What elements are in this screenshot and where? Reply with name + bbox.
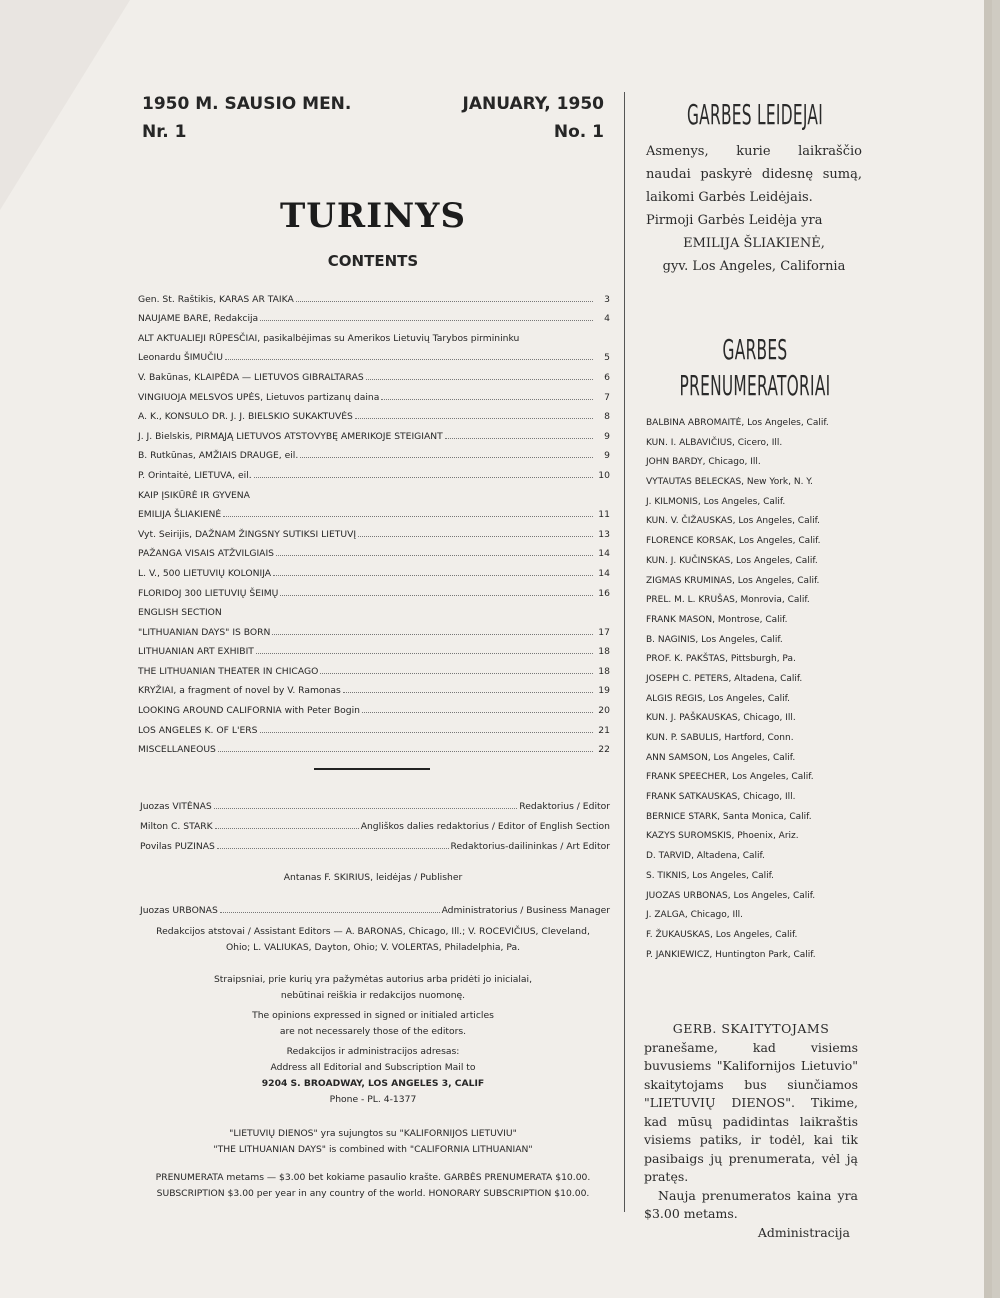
honorary-subscriber: FRANK SATKAUSKAS, Chicago, Ill.	[646, 792, 796, 803]
subscription-line: PRENUMERATA metams — $3.00 bet kokiame pasaulio krašte. GARBĖS PRENUMERATA $10.00.	[155, 1172, 591, 1183]
toc-dot-leader	[320, 673, 593, 674]
toc-entry-title: V. Bakūnas, KLAIPĖDA — LIETUVOS GIBRALTARAS	[138, 371, 364, 383]
staff-name: Juozas VITĖNAS	[140, 801, 212, 812]
staff-role: Redaktorius / Editor	[519, 801, 610, 812]
staff-entry	[140, 832, 610, 852]
toc-page-number: 9	[604, 450, 610, 462]
toc-page-number: 22	[598, 744, 610, 756]
address-line: Redakcijos ir administracijos adresas:	[286, 1046, 460, 1057]
phone-number: Phone - PL. 4-1377	[329, 1094, 417, 1105]
toc-entry-title: Gen. St. Raštikis, KARAS AR TAIKA	[138, 293, 294, 305]
toc-page-number: 18	[598, 665, 610, 677]
disclaimer-en-line: The opinions expressed in signed or initialed articles	[252, 1010, 494, 1021]
toc-dot-leader	[272, 634, 593, 635]
toc-entry	[138, 638, 610, 658]
toc-dot-leader	[362, 712, 593, 713]
toc-entry	[138, 579, 610, 599]
issue-number-lt: Nr. 1	[142, 122, 187, 142]
toc-entry	[138, 461, 610, 481]
contents-column	[136, 92, 610, 1199]
page-subtitle: CONTENTS	[327, 252, 419, 270]
toc-page-number: 14	[598, 548, 610, 560]
toc-dot-leader	[225, 359, 593, 360]
toc-page-number: 17	[598, 626, 610, 638]
toc-entry	[138, 696, 610, 716]
admin-name: Juozas URBONAS	[140, 905, 218, 916]
issue-number-en: No. 1	[553, 122, 604, 142]
toc-entry-title: ENGLISH SECTION	[138, 607, 222, 619]
toc-dot-leader	[358, 536, 593, 537]
toc-entry-title: ALT AKTUALIEJI RŪPESČIAI, pasikalbėjimas su Amerikos Lietuvių Tarybos pirmininku	[138, 332, 520, 344]
assistant-editors-line: Redakcijos atstovai / Assistant Editors — A. BARONAS, Chicago, Ill.; V. ROCEVIČIUS, Cleveland,	[156, 926, 590, 937]
toc-dot-leader	[256, 653, 593, 654]
toc-entry-title: Leonardu ŠIMUČIU	[138, 352, 223, 364]
toc-page-number: 13	[598, 528, 610, 540]
honorary-subscriber: KUN. I. ALBAVIČIUS, Cicero, Ill.	[646, 437, 783, 448]
toc-entry-title: VINGIUOJA MELSVOS UPĖS, Lietuvos partizanų daina	[138, 391, 380, 403]
toc-dot-leader	[273, 575, 593, 576]
section-divider	[314, 768, 430, 770]
toc-entry	[138, 559, 610, 579]
merger-notice	[136, 1126, 610, 1158]
toc-entry-title: Vyt. Seirijis, DAŽNAM ŽINGSNY SUTIKSI LIETUVĮ	[138, 528, 357, 540]
address-line: Address all Editorial and Subscription Mail to	[270, 1062, 476, 1073]
toc-entry	[138, 736, 610, 756]
toc-entry-title: A. K., KONSULO DR. J. J. BIELSKIO SUKAKTUVĖS	[138, 411, 353, 423]
honorary-subscriber: PROF. K. PAKŠTAS, Pittsburgh, Pa.	[646, 654, 796, 665]
toc-dot-leader	[300, 457, 593, 458]
honorary-subscriber: F. ŽUKAUSKAS, Los Angeles, Calif.	[646, 929, 798, 940]
honorary-subscriber: BALBINA ABROMAITĖ, Los Angeles, Calif.	[646, 418, 829, 428]
toc-entry	[138, 305, 610, 325]
toc-entry-title: J. J. Bielskis, PIRMĄJĄ LIETUVOS ATSTOVYBĘ AMERIKOJE STEIGIANT	[138, 430, 443, 442]
honorary-subscriber: KUN. V. ČIŽAUSKAS, Los Angeles, Calif.	[646, 516, 820, 527]
toc-dot-leader	[343, 692, 593, 693]
honorary-subscriber: FRANK SPEECHER, Los Angeles, Calif.	[646, 772, 814, 783]
toc-entry	[138, 481, 610, 501]
readers-notice-signature: Administracija	[757, 1224, 850, 1240]
staff-role: Redaktorius-dailininkas / Art Editor	[450, 841, 610, 852]
honorary-publishers-description: Asmenys, kurie laikraščio naudai paskyrė didesnę sumą, laikomi Garbės Leidėjais.	[646, 144, 862, 205]
toc-entry-title: MISCELLANEOUS	[138, 744, 216, 756]
toc-entry	[138, 344, 610, 364]
issue-date-lt: 1950 M. SAUSIO MEN.	[142, 94, 352, 114]
disclaimer-en-line: are not necessarely those of the editors.	[279, 1026, 467, 1037]
staff-entry	[140, 792, 610, 812]
toc-entry	[138, 657, 610, 677]
honorary-subscriber: P. JANKIEWICZ, Huntington Park, Calif.	[646, 949, 816, 960]
toc-page-number: 7	[604, 391, 610, 403]
honorary-subscriber: FRANK MASON, Montrose, Calif.	[646, 614, 788, 625]
toc-dot-leader	[296, 301, 593, 302]
toc-entry-title: NAUJAME BARE, Redakcija	[138, 313, 259, 325]
toc-page-number: 10	[598, 469, 610, 481]
toc-entry-title: L. V., 500 LIETUVIŲ KOLONIJA	[138, 567, 272, 579]
publisher-line: Antanas F. SKIRIUS, leidėjas / Publisher	[283, 872, 463, 883]
toc-entry	[138, 520, 610, 540]
honorary-publishers-title: GARBES LEIDEJAI	[686, 98, 824, 131]
honorary-publishers-text	[646, 140, 862, 278]
honorary-publisher-place: gyv. Los Angeles, California	[662, 259, 846, 274]
toc-page-number: 18	[598, 646, 610, 658]
readers-notice-heading: GERB. SKAITYTOJAMS	[672, 1021, 830, 1036]
subscription-line: SUBSCRIPTION $3.00 per year in any country of the world. HONORARY SUBSCRIPTION $10.00.	[156, 1188, 590, 1199]
toc-dot-leader	[276, 555, 593, 556]
honorary-subscriber: KUN. J. KUČINSKAS, Los Angeles, Calif.	[646, 555, 818, 566]
honorary-subscriber: FLORENCE KORSAK, Los Angeles, Calif.	[646, 536, 821, 547]
editorial-disclaimer	[136, 972, 610, 1040]
toc-entry	[138, 403, 610, 423]
toc-page-number: 5	[604, 352, 610, 364]
column-divider	[624, 92, 625, 1212]
toc-entry	[138, 285, 610, 305]
toc-entry-title: P. Orintaitė, LIETUVA, eil.	[138, 469, 252, 481]
honorary-subscribers-title-line: GARBES	[722, 333, 788, 366]
toc-entry-title: THE LITHUANIAN THEATER IN CHICAGO	[138, 665, 319, 677]
readers-notice-body: pranešame, kad visiems buvusiems "Kalifornijos Lietuvio" skaitytojams bus siunčiamos "LIETUVIŲ DIENOS". Tikime, kad mūsų padidintas laikraštis visiems patiks, ir todėl, kai tik pasibaigs jų prenumerata, vėl ją pratęs.	[644, 1039, 858, 1184]
honorary-subscribers-title	[661, 332, 849, 404]
honorary-subscriber: J. ZALGA, Chicago, Ill.	[646, 910, 743, 921]
toc-dot-leader	[254, 477, 593, 478]
toc-entry-title: KRYŽIAI, a fragment of novel by V. Ramonas	[138, 685, 341, 697]
page-edge	[984, 0, 992, 1298]
honorary-subscriber: ZIGMAS KRUMINAS, Los Angeles, Calif.	[646, 575, 820, 586]
honorary-subscriber: KUN. J. PAŠKAUSKAS, Chicago, Ill.	[646, 713, 796, 724]
honorary-subscribers-list	[646, 418, 868, 969]
toc-dot-leader	[366, 379, 593, 380]
toc-entry-title: LITHUANIAN ART EXHIBIT	[138, 646, 254, 658]
staff-list	[140, 792, 610, 852]
honorary-subscriber: B. NAGINIS, Los Angeles, Calif.	[646, 634, 783, 645]
staff-dot-leader	[214, 808, 518, 809]
issue-date-en: JANUARY, 1950	[462, 94, 604, 114]
disclaimer-lt-line: Straipsniai, prie kurių yra pažymėtas autorius arba pridėti jo inicialai,	[213, 974, 533, 985]
toc-entry	[138, 363, 610, 383]
toc-entry	[138, 599, 610, 619]
honorary-subscriber: JOHN BARDY, Chicago, Ill.	[646, 457, 761, 468]
toc-entry-title: LOS ANGELES K. OF L'ERS	[138, 724, 258, 736]
toc-entry-title: "LITHUANIAN DAYS" IS BORN	[138, 626, 271, 638]
honorary-subscriber: JUOZAS URBONAS, Los Angeles, Calif.	[646, 890, 816, 901]
honorary-subscribers-title-line: PRENUMERATORIAI	[679, 369, 831, 402]
toc-page-number: 14	[598, 567, 610, 579]
toc-dot-leader	[381, 399, 593, 400]
table-of-contents	[138, 285, 610, 755]
editorial-address	[136, 1044, 610, 1108]
merger-notice-line: "LIETUVIŲ DIENOS" yra sujungtos su "KALIFORNIJOS LIETUVIU"	[229, 1128, 517, 1139]
readers-notice	[644, 1020, 858, 1242]
toc-entry	[138, 677, 610, 697]
toc-page-number: 4	[604, 313, 610, 325]
staff-name: Milton C. STARK	[140, 821, 213, 832]
toc-dot-leader	[280, 595, 593, 596]
assistant-editors-line: Ohio; L. VALIUKAS, Dayton, Ohio; V. VOLERTAS, Philadelphia, Pa.	[225, 942, 521, 953]
honorary-subscriber: J. KILMONIS, Los Angeles, Calif.	[646, 496, 786, 507]
readers-notice-price: Nauja prenumeratos kaina yra $3.00 metams.	[644, 1187, 858, 1221]
merger-notice-line: "THE LITHUANIAN DAYS" is combined with "CALIFORNIA LITHUANIAN"	[213, 1144, 533, 1155]
toc-page-number: 16	[598, 587, 610, 599]
first-honorary-publisher: Pirmoji Garbės Leidėja yra	[646, 213, 823, 228]
toc-entry-title: LOOKING AROUND CALIFORNIA with Peter Bogin	[138, 705, 360, 717]
toc-entry-title: FLORIDOJ 300 LIETUVIŲ ŠEIMŲ	[138, 587, 279, 599]
toc-page-number: 20	[598, 705, 610, 717]
toc-entry	[138, 422, 610, 442]
toc-entry-title: EMILIJA ŠLIAKIENĖ	[138, 509, 222, 521]
honorary-subscriber: ALGIS REGIS, Los Angeles, Calif.	[646, 693, 791, 704]
toc-entry-title: KAIP ĮSIKŪRĖ IR GYVENA	[138, 489, 250, 501]
honorary-subscriber: KUN. P. SABULIS, Hartford, Conn.	[646, 733, 794, 743]
admin-role: Administratorius / Business Manager	[441, 905, 610, 916]
honorary-subscriber: JOSEPH C. PETERS, Altadena, Calif.	[646, 673, 803, 684]
honorary-subscriber: S. TIKNIS, Los Angeles, Calif.	[646, 870, 774, 881]
toc-page-number: 19	[598, 685, 610, 697]
staff-role: Angliškos dalies redaktorius / Editor of English Section	[360, 821, 610, 832]
toc-entry-title: B. Rutkūnas, AMŽIAIS DRAUGE, eil.	[138, 450, 299, 462]
toc-entry	[138, 383, 610, 403]
toc-page-number: 21	[598, 724, 610, 736]
toc-dot-leader	[218, 751, 593, 752]
toc-dot-leader	[223, 516, 593, 517]
page-title: TURINYS	[279, 196, 466, 236]
folded-corner	[0, 0, 130, 210]
honorary-subscriber: D. TARVID, Altadena, Calif.	[646, 851, 765, 862]
toc-entry	[138, 324, 610, 344]
toc-entry	[138, 618, 610, 638]
staff-dot-leader	[217, 848, 449, 849]
honorary-subscriber: BERNICE STARK, Santa Monica, Calif.	[646, 811, 812, 822]
toc-entry-title: PAŽANGA VISAIS ATŽVILGIAIS	[138, 548, 275, 560]
toc-entry	[138, 540, 610, 560]
honorary-subscriber: PREL. M. L. KRUŠAS, Monrovia, Calif.	[646, 595, 810, 606]
toc-page-number: 3	[604, 293, 610, 305]
staff-dot-leader	[215, 828, 359, 829]
toc-page-number: 8	[604, 411, 610, 423]
toc-page-number: 9	[604, 430, 610, 442]
toc-dot-leader	[445, 438, 593, 439]
honorary-subscriber: ANN SAMSON, Los Angeles, Calif.	[646, 752, 796, 763]
toc-page-number: 11	[598, 509, 610, 521]
toc-entry	[138, 716, 610, 736]
toc-page-number: 6	[604, 371, 610, 383]
subscription-info	[136, 1170, 610, 1202]
toc-dot-leader	[260, 320, 593, 321]
assistant-editors	[136, 924, 610, 956]
honorary-subscriber: KAZYS SUROMSKIS, Phoenix, Ariz.	[646, 831, 799, 842]
street-address: 9204 S. BROADWAY, LOS ANGELES 3, CALIF	[261, 1078, 485, 1089]
toc-entry	[138, 442, 610, 462]
honorary-subscriber: VYTAUTAS BELECKAS, New York, N. Y.	[646, 477, 813, 488]
staff-entry	[140, 812, 610, 832]
toc-dot-leader	[260, 732, 594, 733]
toc-entry	[138, 501, 610, 521]
disclaimer-lt-line: nebūtinai reiškia ir redakcijos nuomonę.	[280, 990, 466, 1001]
staff-name: Povilas PUZINAS	[140, 841, 215, 852]
toc-dot-leader	[355, 418, 593, 419]
business-manager	[140, 896, 610, 916]
honorary-publisher-name: EMILIJA ŠLIAKIENĖ,	[683, 236, 825, 251]
issue-header	[136, 92, 610, 150]
